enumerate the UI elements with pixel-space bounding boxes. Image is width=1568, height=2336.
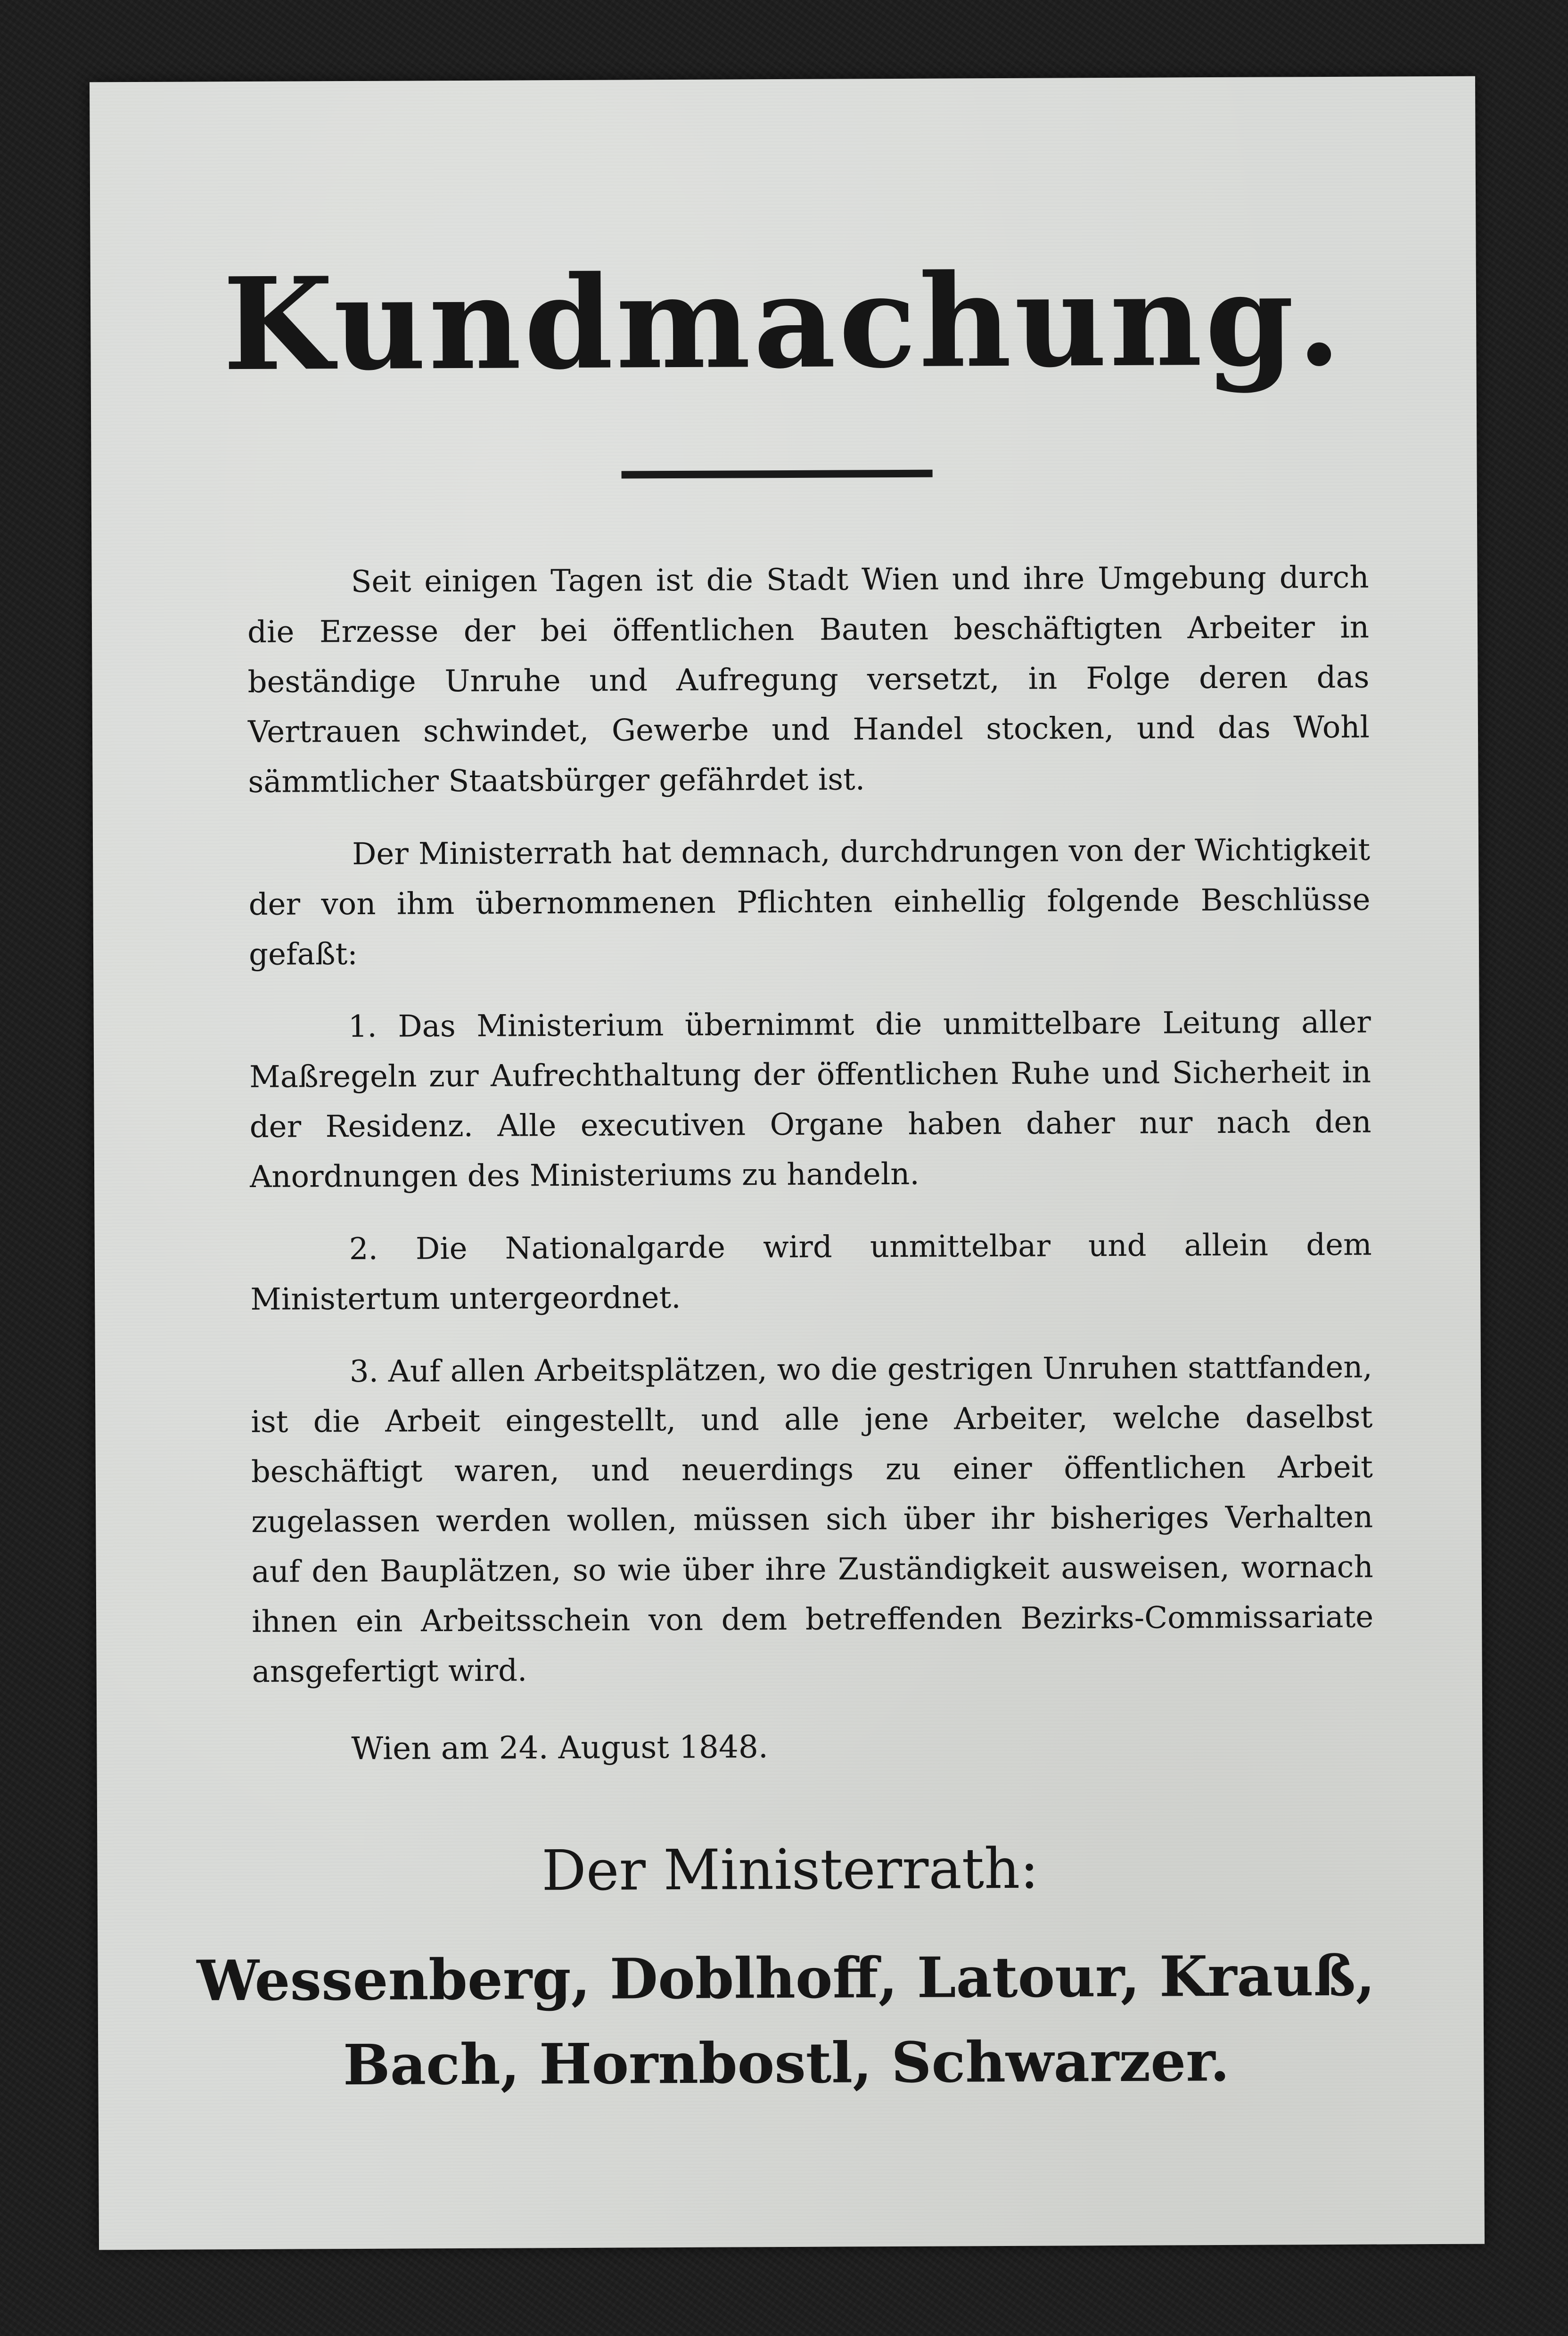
- council-heading: Der Ministerrath:: [541, 1836, 1039, 1903]
- signatories-row-1: Wessenberg, Doblhoff, Latour, Krauß,: [197, 1943, 1375, 2014]
- poster-sheet: [90, 76, 1485, 2250]
- poster-title: Kundmachung.: [222, 244, 1345, 400]
- intro-paragraph: Seit einigen Tagen ist die Stadt Wien und ihre Umgebung durch die Erzesse der bei öffentlichen Bauten beschäftigten Arbeiter in beständige Unruhe und Aufregung versetzt, in Folge deren das Vertrauen schwindet, Gewerbe und Handel stocken, und das Wohl sämmtlicher Staatsbürger gefährdet ist.: [247, 560, 1370, 800]
- date-line: Wien am 24. August 1848.: [351, 1729, 769, 1767]
- resolution-item-3: 3. Auf allen Arbeitsplätzen, wo die gestrigen Unruhen stattfanden, ist die Arbeit eingestellt, und alle jene Arbeiter, welche daselbst beschäftigt waren, und neuerdings zu einer öffentlichen Arbeit zugelassen werden wollen, müssen sich über ihr bisheriges Verhalten auf den Bauplätzen, so wie über ihre Zuständigkeit ausweisen, wornach ihnen ein Arbeitsschein von dem betreffenden Bezirks-Commissariate ansgefertigt wird.: [251, 1350, 1374, 1689]
- title-divider: [622, 470, 933, 479]
- signatories-row-2: Bach, Hornbostl, Schwarzer.: [343, 2028, 1230, 2098]
- signatories: [168, 1933, 1404, 2108]
- resolution-item-1: 1. Das Ministerium übernimmt die unmittelbare Leitung aller Maßregeln zur Aufrechthaltung der öffentlichen Ruhe und Sicherheit in der Residenz. Alle executiven Organe haben daher nur nach den Anordnungen des Ministeriums zu handeln.: [249, 1005, 1371, 1195]
- resolution-paragraph: Der Ministerrath hat demnach, durchdrungen von der Wichtigkeit der von ihm übernommenen Pflichten einhellig folgende Beschlüsse gefaßt:: [248, 832, 1371, 972]
- resolution-item-2: 2. Die Nationalgarde wird unmittelbar und allein dem Ministertum untergeordnet.: [250, 1227, 1372, 1317]
- poster-body: [247, 553, 1374, 1720]
